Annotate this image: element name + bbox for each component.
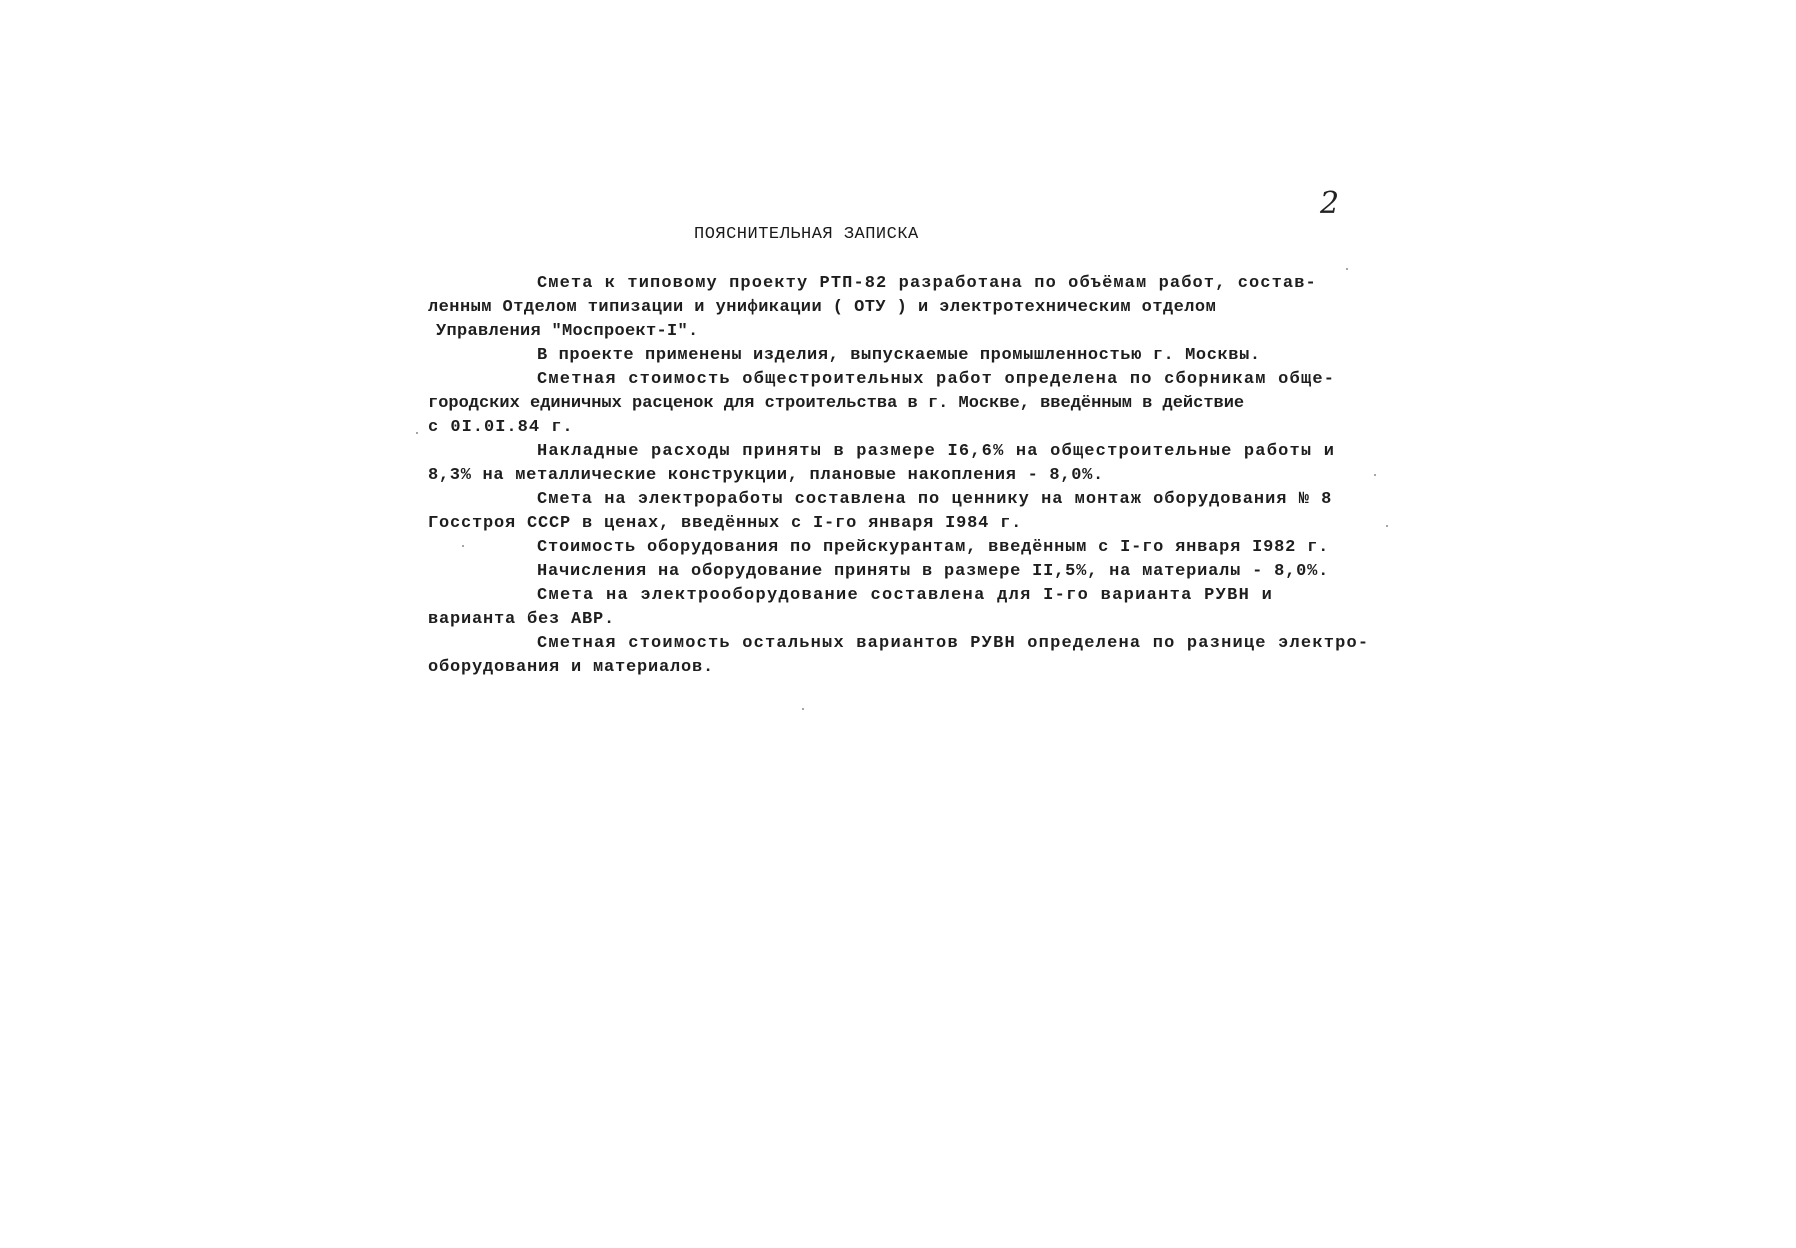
page-number: 2 (1320, 186, 1340, 221)
paragraph-line: Управления "Моспроект-I". (436, 322, 699, 341)
scan-speck (462, 545, 464, 547)
paragraph-line: Госстроя СССР в ценах, введённых с I-го января I984 г. (428, 514, 1023, 533)
paragraph-line: варианта без АВР. (428, 610, 616, 629)
paragraph-line: Сметная стоимость остальных вариантов РУВН определена по разнице электро- (537, 634, 1370, 653)
paragraph-line: оборудования и материалов. (428, 658, 715, 677)
scan-speck (1374, 474, 1376, 476)
paragraph-line: ленным Отделом типизации и унификации ( ОТУ ) и электротехническим отделом (428, 298, 1217, 317)
paragraph-line: 8,3% на металлические конструкции, плановые накопления - 8,0%. (428, 466, 1104, 485)
paragraph-line: Начисления на оборудование приняты в размере II,5%, на материалы - 8,0%. (537, 562, 1330, 581)
document-title: ПОЯСНИТЕЛЬНАЯ ЗАПИСКА (694, 225, 919, 244)
paragraph-line: городских единичных расценок для строительства в г. Москве, введённым в действие (428, 394, 1245, 413)
paragraph-line: с 0I.0I.84 г. (428, 418, 574, 437)
paragraph-line: Смета на электроработы составлена по ценнику на монтаж оборудования № 8 (537, 490, 1333, 509)
paragraph-line: В проекте применены изделия, выпускаемые промышленностью г. Москвы. (537, 346, 1261, 365)
scan-speck (802, 708, 804, 710)
scan-speck (416, 432, 418, 434)
scan-speck (1386, 525, 1388, 527)
paragraph-line: Смета на электрооборудование составлена для I-го варианта РУВН и (537, 586, 1274, 605)
paragraph-line: Сметная стоимость общестроительных работ определена по сборникам обще- (537, 370, 1336, 389)
scan-speck (1346, 268, 1348, 270)
paragraph-line: Накладные расходы приняты в размере I6,6% на общестроительные работы и (537, 442, 1336, 461)
paragraph-line: Стоимость оборудования по прейскурантам, введённым с I-го января I982 г. (537, 538, 1330, 557)
paragraph-line: Смета к типовому проекту РТП-82 разработана по объёмам работ, состав- (537, 274, 1317, 293)
